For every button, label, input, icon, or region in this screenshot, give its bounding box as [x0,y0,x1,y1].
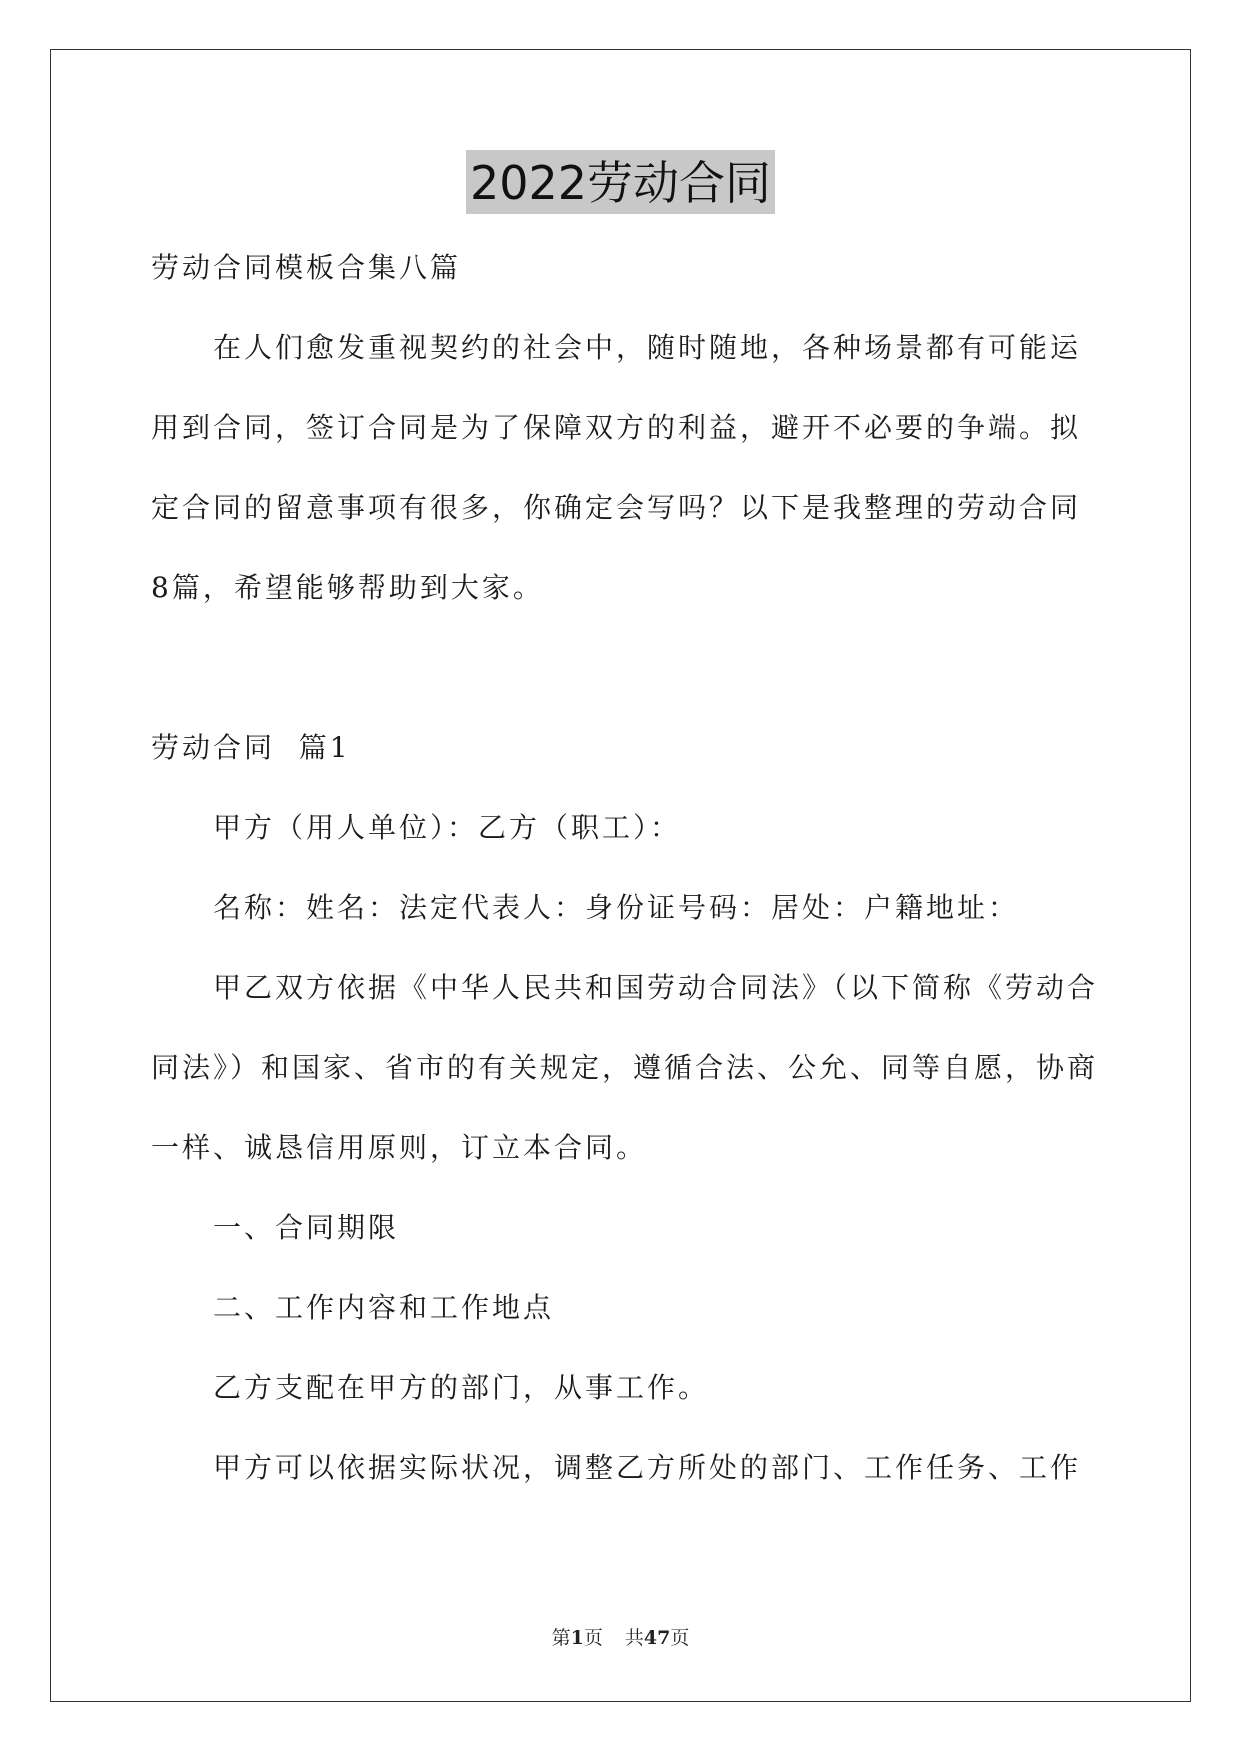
clause-2-heading: 二、工作内容和工作地点 [213,1291,555,1324]
intro-line-4: 8篇，希望能够帮助到大家。 [151,571,544,604]
section-heading: 劳动合同 篇1 [151,731,351,764]
document-title: 2022劳动合同 [466,150,775,214]
document-body [151,228,1099,1508]
basis-line-2: 同法》）和国家、省市的有关规定，遵循合法、公允、同等自愿，协商 [151,1051,1099,1084]
intro-line-1: 在人们愈发重视契约的社会中，随时随地，各种场景都有可能运 [213,331,1082,364]
title-block [0,150,1241,214]
parties-line: 甲方（用人单位）：乙方（职工）： [213,811,682,844]
basis-line-3: 一样、诚恳信用原则，订立本合同。 [151,1131,648,1164]
paragraph-gap [151,628,1091,708]
clause-2-text: 乙方支配在甲方的部门，从事工作。 [213,1371,710,1404]
clause-1-heading: 一、合同期限 [213,1211,400,1244]
clause-2-text-2: 甲方可以依据实际状况，调整乙方所处的部门、工作任务、工作 [213,1451,1082,1484]
total-prefix: 共 [624,1627,644,1649]
intro-line-2: 用到合同，签订合同是为了保障双方的利益，避开不必要的争端。拟 [151,411,1082,444]
page-footer [0,1623,1241,1650]
total-suffix: 页 [670,1627,690,1649]
page-number: 1 [570,1627,584,1649]
intro-line-3: 定合同的留意事项有很多，你确定会写吗？以下是我整理的劳动合同 [151,491,1082,524]
page-prefix: 第 [551,1627,571,1649]
basis-line-1: 甲乙双方依据《中华人民共和国劳动合同法》（以下简称《劳动合 [213,971,1099,1004]
subtitle: 劳动合同模板合集八篇 [151,251,462,284]
page-suffix: 页 [583,1627,603,1649]
fields-line: 名称：姓名：法定代表人：身份证号码：居处：户籍地址： [213,891,1020,924]
total-pages: 47 [643,1627,671,1649]
